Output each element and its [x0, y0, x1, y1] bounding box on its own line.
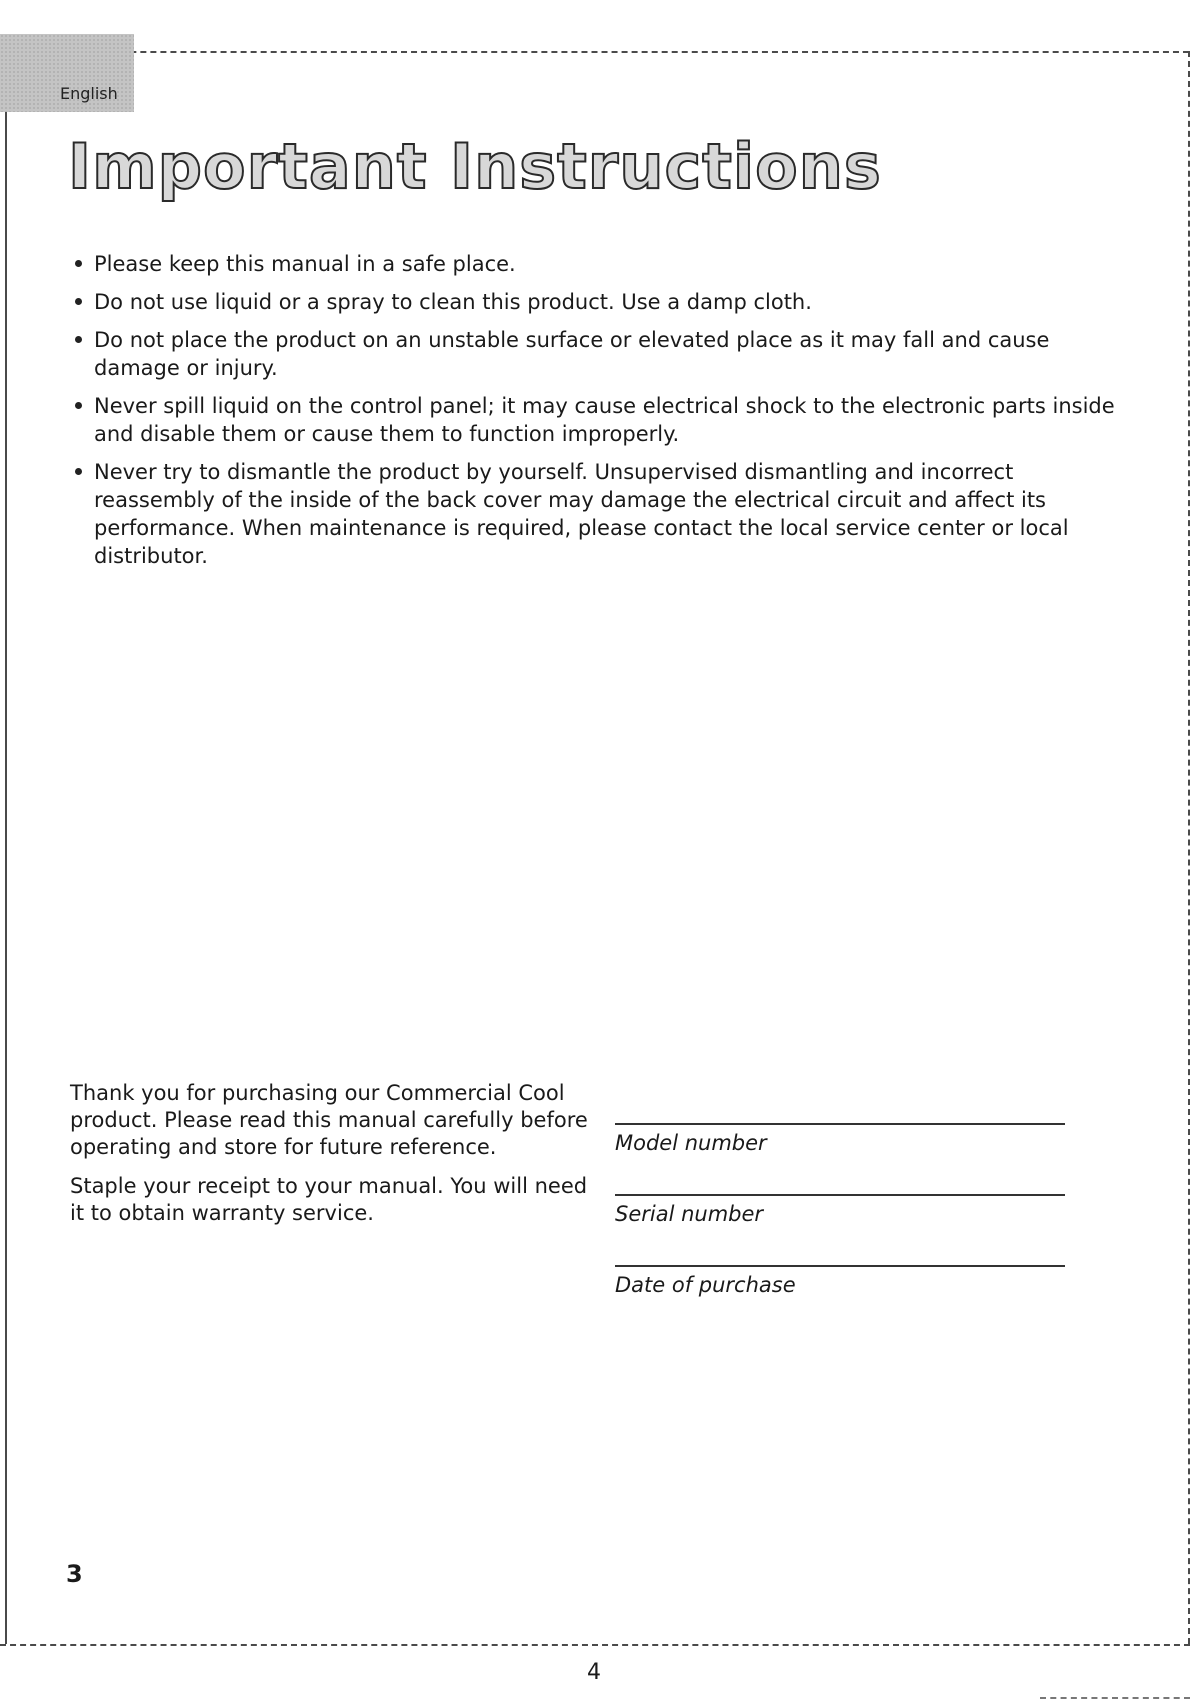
instruction-item: Never spill liquid on the control panel; it may cause electrical shock to the electronic parts inside and disable them or cause them to function improperly.: [72, 392, 1132, 448]
instructions-list: [72, 250, 1132, 580]
language-tab: [0, 34, 134, 112]
serial-number-label: Serial number: [615, 1202, 764, 1226]
page-title: Important Instructions: [68, 130, 882, 203]
thank-you-paragraph: Thank you for purchasing our Commercial Cool product. Please read this manual carefully before operating and store for future reference.: [70, 1081, 588, 1159]
receipt-paragraph: Staple your receipt to your manual. You will need it to obtain warranty service.: [70, 1174, 588, 1225]
page-border-bottom: [0, 1644, 1190, 1646]
page-number-left: 3: [66, 1560, 83, 1588]
instruction-item: Do not use liquid or a spray to clean this product. Use a damp cloth.: [72, 288, 1132, 316]
serial-number-field[interactable]: [615, 1194, 1065, 1226]
model-number-field[interactable]: [615, 1123, 1065, 1155]
instruction-item: Never try to dismantle the product by yourself. Unsupervised dismantling and incorrect reassembly of the inside of the back cover may damage the electrical circuit and affect its performance. When maintenance is required, please contact the local service center or local distributor.: [72, 458, 1132, 570]
page-border-right: [1188, 51, 1190, 1644]
date-of-purchase-label: Date of purchase: [615, 1273, 796, 1297]
bottom-edge-strip: [1040, 1697, 1190, 1703]
model-number-label: Model number: [615, 1131, 767, 1155]
page-border-left: [5, 51, 7, 1644]
instruction-item: Do not place the product on an unstable surface or elevated place as it may fall and cause damage or injury.: [72, 326, 1132, 382]
intro-text: [70, 1080, 590, 1239]
page-number-center: 4: [587, 1660, 601, 1685]
language-tab-label: English: [60, 84, 118, 103]
page-border-top: [0, 51, 1189, 53]
date-of-purchase-field[interactable]: [615, 1265, 1065, 1297]
instruction-item: Please keep this manual in a safe place.: [72, 250, 1132, 278]
